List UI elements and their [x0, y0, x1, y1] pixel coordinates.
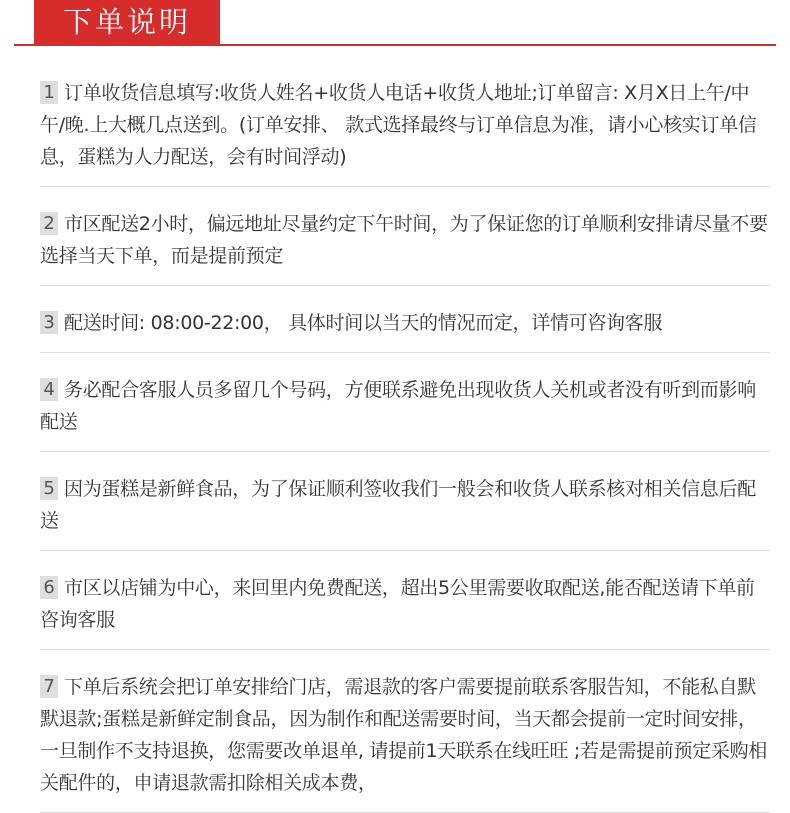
item-number: 7 [40, 675, 58, 698]
section-header [0, 0, 790, 46]
item-text: 下单后系统会把订单安排给门店，需退款的客户需要提前联系客服告知，不能私自默默退款;蛋糕是新鲜定制食品，因为制作和配送需要时间，当天都会提前一定时间安排，一旦制作不支持退换，您需要改单退单, 请提前1天联系在线旺旺 ;若是需提前预定采购相关配件的，申请退款需扣除相关成本费， [40, 676, 768, 794]
instruction-item-4 [40, 370, 770, 452]
section-title: 下单说明 [34, 0, 220, 44]
instruction-item-7 [40, 667, 770, 813]
instruction-item-1 [40, 73, 770, 187]
item-number: 1 [40, 81, 58, 104]
item-text: 务必配合客服人员多留几个号码，方便联系避免出现收货人关机或者没有听到而影响配送 [40, 379, 756, 433]
item-text: 订单收货信息填写:收货人姓名+收货人电话+收货人地址;订单留言: X月X日上午/中午/晚.上大概几点送到。(订单安排、 款式选择最终与订单信息为准，请小心核实订单信息，蛋糕为人力配送，会有时间浮动) [40, 82, 757, 168]
instruction-item-6 [40, 568, 770, 650]
header-divider [14, 44, 776, 46]
item-number: 6 [40, 576, 58, 599]
instruction-item-3 [40, 303, 770, 353]
item-text: 配送时间: 08:00-22:00， 具体时间以当天的情况而定，详情可咨询客服 [64, 312, 663, 334]
instruction-item-5 [40, 469, 770, 551]
item-number: 4 [40, 378, 58, 401]
item-text: 因为蛋糕是新鲜食品，为了保证顺利签收我们一般会和收货人联系核对相关信息后配送 [40, 478, 756, 532]
item-number: 3 [40, 311, 58, 334]
item-number: 5 [40, 477, 58, 500]
item-text: 市区配送2小时，偏远地址尽量约定下午时间，为了保证您的订单顺利安排请尽量不要选择当天下单，而是提前预定 [40, 213, 768, 267]
instruction-item-2 [40, 204, 770, 286]
instruction-list [40, 73, 770, 813]
item-number: 2 [40, 212, 58, 235]
item-text: 市区以店铺为中心，来回里内免费配送，超出5公里需要收取配送,能否配送请下单前咨询客服 [40, 577, 755, 631]
